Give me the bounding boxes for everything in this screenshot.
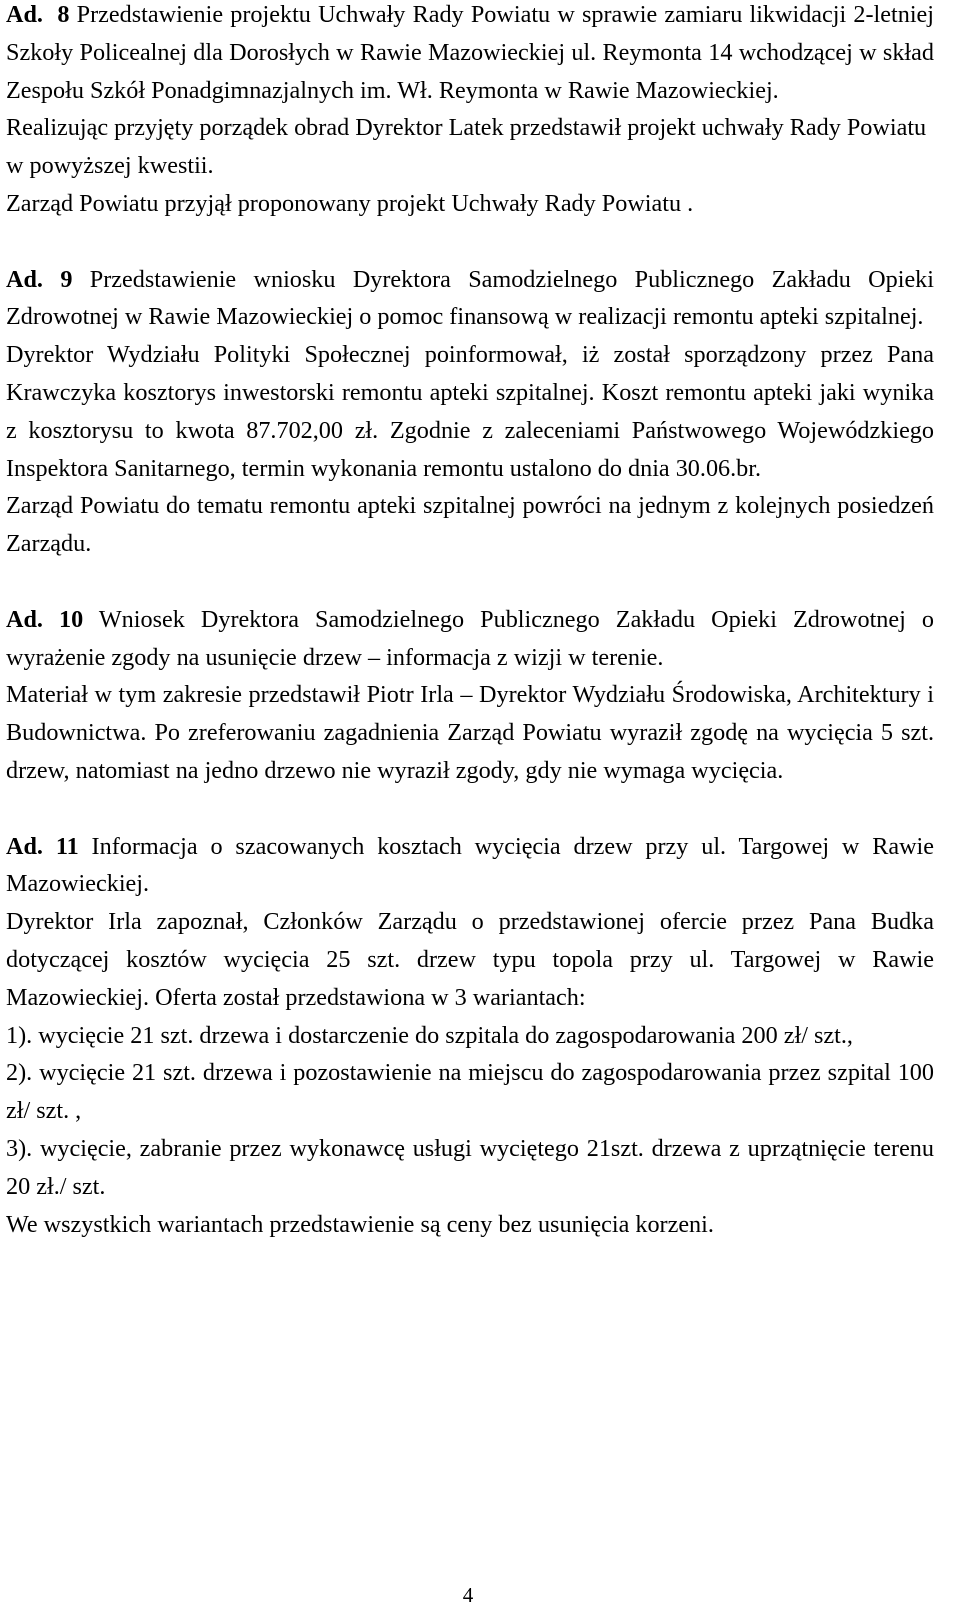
section-heading	[6, 261, 934, 337]
ad-number: 9	[60, 265, 73, 293]
paragraph: 2). wycięcie 21 szt. drzewa i pozostawienie na miejscu do zagospodarowania przez szpital 100 zł/ szt. ,	[6, 1059, 934, 1125]
section-ad-10	[6, 601, 934, 790]
ad-number: 11	[55, 832, 79, 860]
heading-text: Przedstawienie wniosku Dyrektora Samodzielnego Publicznego Zakładu Opieki Zdrowotnej w Rawie Mazowieckiej o pomoc finansową w realizacji remontu apteki szpitalnej.	[6, 265, 934, 331]
paragraph: Zarząd Powiatu do tematu remontu apteki szpitalnej powróci na jednym z kolejnych posiedzeń Zarządu.	[6, 492, 934, 558]
paragraph: Realizując przyjęty porządek obrad Dyrektor Latek przedstawił projekt uchwały Rady Powiatu w powyższej kwestii.	[6, 114, 927, 180]
paragraph: Dyrektor Irla zapoznał, Członków Zarządu o przedstawionej ofercie przez Pana Budka dotyczącej kosztów wycięcia 25 szt. drzew typu topola przy ul. Targowej w Rawie Mazowieckiej. Oferta został przedstawiona w 3 wariantach:	[6, 908, 934, 1011]
section-ad-9	[6, 261, 934, 563]
section-heading	[6, 828, 934, 904]
paragraph: Materiał w tym zakresie przedstawił Piotr Irla – Dyrektor Wydziału Środowiska, Architektury i Budownictwa. Po zreferowaniu zagadnienia Zarząd Powiatu wyraził zgodę na wycięcia 5 szt. drzew, natomiast na jedno drzewo nie wyraził zgody, gdy nie wymaga wycięcia.	[6, 681, 934, 784]
paragraph: We wszystkich wariantach przedstawienie są ceny bez usunięcia korzeni.	[6, 1210, 714, 1238]
heading-text: Przedstawienie projektu Uchwały Rady Powiatu w sprawie zamiaru likwidacji 2-letniej Szkoły Policealnej dla Dorosłych w Rawie Mazowieckiej ul. Reymonta 14 wchodzącej w skład Zespołu Szkół Ponadgimnazjalnych im. Wł. Reymonta w Rawie Mazowieckiej.	[6, 1, 935, 104]
section-heading	[6, 601, 934, 677]
document-page	[6, 0, 934, 1243]
section-ad-8	[6, 0, 934, 223]
heading-text: Informacja o szacowanych kosztach wycięcia drzew przy ul. Targowej w Rawie Mazowieckiej.	[6, 832, 935, 898]
ad-label: Ad.	[6, 265, 43, 293]
section-heading	[6, 0, 934, 109]
paragraph: Dyrektor Wydziału Polityki Społecznej poinformował, iż został sporządzony przez Pana Krawczyka kosztorys inwestorski remontu apteki szpitalnej. Koszt remontu apteki jaki wynika z kosztorysu to kwota 87.702,00 zł. Zgodnie z zaleceniami Państwowego Wojewódzkiego Inspektora Sanitarnego, termin wykonania remontu ustalono do dnia 30.06.br.	[6, 341, 934, 482]
section-ad-11	[6, 828, 934, 1244]
ad-label: Ad.	[6, 605, 43, 633]
ad-label: Ad.	[6, 1, 43, 28]
ad-label: Ad.	[6, 832, 43, 860]
paragraph: 3). wycięcie, zabranie przez wykonawcę usługi wyciętego 21szt. drzewa z uprzątnięcie terenu 20 zł./ szt.	[6, 1134, 934, 1200]
paragraph: Zarząd Powiatu przyjął proponowany projekt Uchwały Rady Powiatu .	[6, 189, 694, 217]
page-number: 4	[462, 1583, 474, 1607]
heading-text: Wniosek Dyrektora Samodzielnego Publicznego Zakładu Opieki Zdrowotnej o wyrażenie zgody na usunięcie drzew – informacja z wizji w terenie.	[6, 605, 934, 671]
paragraph: 1). wycięcie 21 szt. drzewa i dostarczenie do szpitala do zagospodarowania 200 zł/ szt.,	[6, 1021, 853, 1049]
ad-number: 10	[59, 605, 84, 633]
ad-number: 8	[57, 1, 70, 28]
